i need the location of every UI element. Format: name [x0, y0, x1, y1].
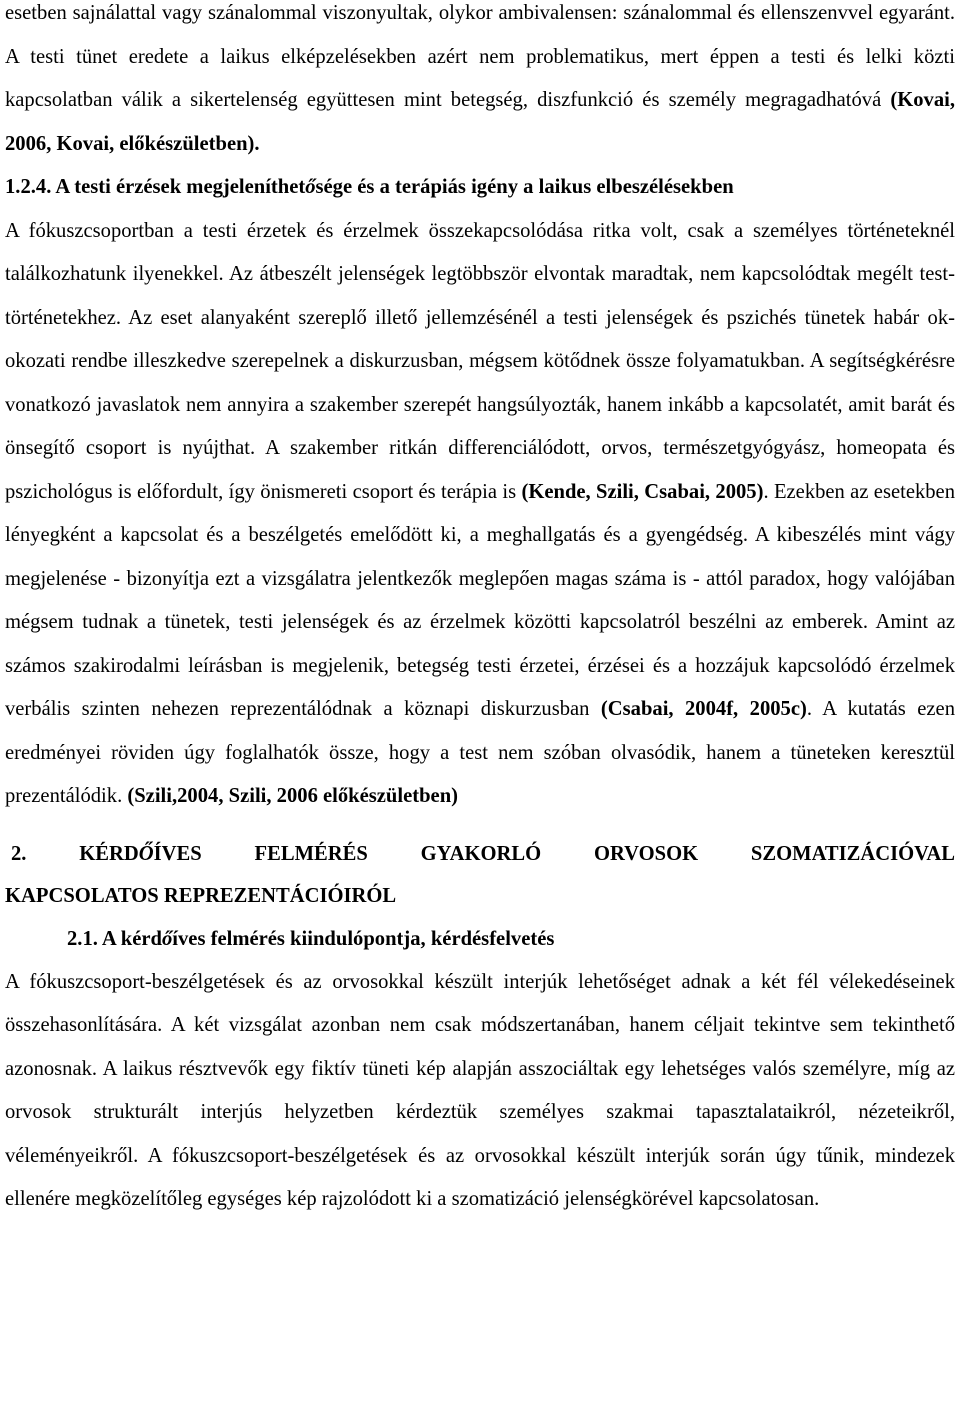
chapter-heading-line-2: KAPCSOLATOS REPREZENTÁCIÓIRÓL — [5, 884, 397, 907]
paragraph-text: A fókuszcsoport-beszélgetések és az orvosokkal készült interjúk lehetőséget adnak a két fél vélekedéseinek összehasonlítására. A két vizsgálat azonban nem csak módszertanában, hanem céljait tekintve sem tekinthető azonosnak. A laikus résztvevők egy fiktív tüneti kép alapján asszociáltak egy lehetséges valós személyre, míg az orvosok strukturált interjús helyzetben kérdeztük személyes szakmai tapasztalataikról, nézeteikről, véleményeikről. A fókuszcsoport-beszélgetések és az orvosokkal készült interjúk során úgy tűnik, mindezek ellenére megközelítőleg egységes kép rajzolódott ki a szomatizáció jelenségkörével kapcsolatosan. — [5, 970, 955, 1210]
heading-text: 2. KÉRD — [11, 842, 139, 865]
heading-text-italic: ő — [305, 176, 316, 198]
paragraph-text: . Ezekben az esetekben lényegként a kapcsolat és a beszélgetés emelődött ki, a meghallgatás és a gyengédség. A kibeszélés mint vágy megjelenése - bizonyítja ezt a vizsgálatra jelentkezők meglepően magas száma is - attól paradox, hogy valójában mégsem tudnak a tünetek, testi jelenségek és az érzelmek közötti kapcsolatról beszélni az emberek. Amint az számos szakirodalmi leírásban is megjelenik, betegség testi érzetei, érzései és a hozzájuk kapcsolódó érzelmek verbális szinten nehezen reprezentálódnak a köznapi diskurzusban — [5, 480, 955, 720]
heading-text: 2.1. A kérd — [67, 927, 162, 950]
heading-text: 1.2.4. A testi érzések megjeleníthet — [5, 176, 306, 198]
paragraph-text: esetben sajnálattal vagy szánalommal viszonyultak, olykor ambivalensen: szánalommal és ellenszenvvel egyaránt. A testi tünet eredete a laikus elképzelésekben azért nem problematikus, mert éppen a testi és lelki közti kapcsolatban válik a sikertelenség együttesen mint betegség, diszfunkció és személy megragadhatóvá — [5, 2, 955, 111]
paragraph-text: A fókuszcsoportban a testi érzetek és érzelmek összekapcsolódása ritka volt, csak a személyes történeteknél találkozhatunk ilyenekkel. Az átbeszélt jelenségek legtöbbször elvontak maradtak, nem kapcsolódtak megélt test-történetekhez. Az eset alanyaként szereplő illető jellemzésénél a testi jelenségek és pszichés tünetek habár ok-okozati rendbe illeszkedve szerepelnek a diskurzusban, mégsem kötődnek össze folyamatukban. A segítségkérésre vonatkozó javaslatok nem annyira a szakember szerepét hangsúlyozták, hanem inkább a kapcsolatét, amit barát és önsegítő csoport is nyújthat. A szakember ritkán differenciálódott, orvos, természetgyógyász, homeopata és pszichológus is előfordult, így önismereti csoport és terápia is — [5, 219, 955, 503]
heading-text-italic: Ő — [138, 842, 154, 865]
paragraph-2-1 — [5, 961, 955, 1222]
heading-text: ÍVES FELMÉRÉS GYAKORLÓ ORVOSOK SZOMATIZÁCIÓVAL — [153, 842, 956, 865]
heading-text: sége és a terápiás igény a laikus elbeszélésekben — [315, 176, 734, 198]
document-page — [5, 0, 955, 1222]
section-heading-1-2-4 — [5, 166, 955, 210]
section-heading-2-1 — [5, 917, 955, 961]
citation: (Szili,2004, Szili, 2006 előkészületben) — [127, 785, 459, 807]
paragraph-text: . A kutatás ezen eredményei röviden úgy foglalhatók össze, hogy a test nem szóban olvasódik, hanem a tüneteken keresztül prezentálódik. — [5, 698, 955, 807]
paragraph-1-2-4 — [5, 210, 955, 819]
citation: (Kovai, 2006, Kovai, előkészületben). — [5, 89, 955, 155]
heading-text-italic: ő — [161, 927, 173, 950]
chapter-heading-line-1 — [5, 833, 955, 875]
heading-text: íves felmérés kiindulópontja, kérdésfelvetés — [172, 927, 555, 950]
chapter-heading-2 — [5, 833, 955, 917]
citation: (Csabai, 2004f, 2005c) — [600, 698, 807, 720]
citation: (Kende, Szili, Csabai, 2005) — [521, 480, 764, 503]
paragraph-intro — [5, 0, 955, 166]
